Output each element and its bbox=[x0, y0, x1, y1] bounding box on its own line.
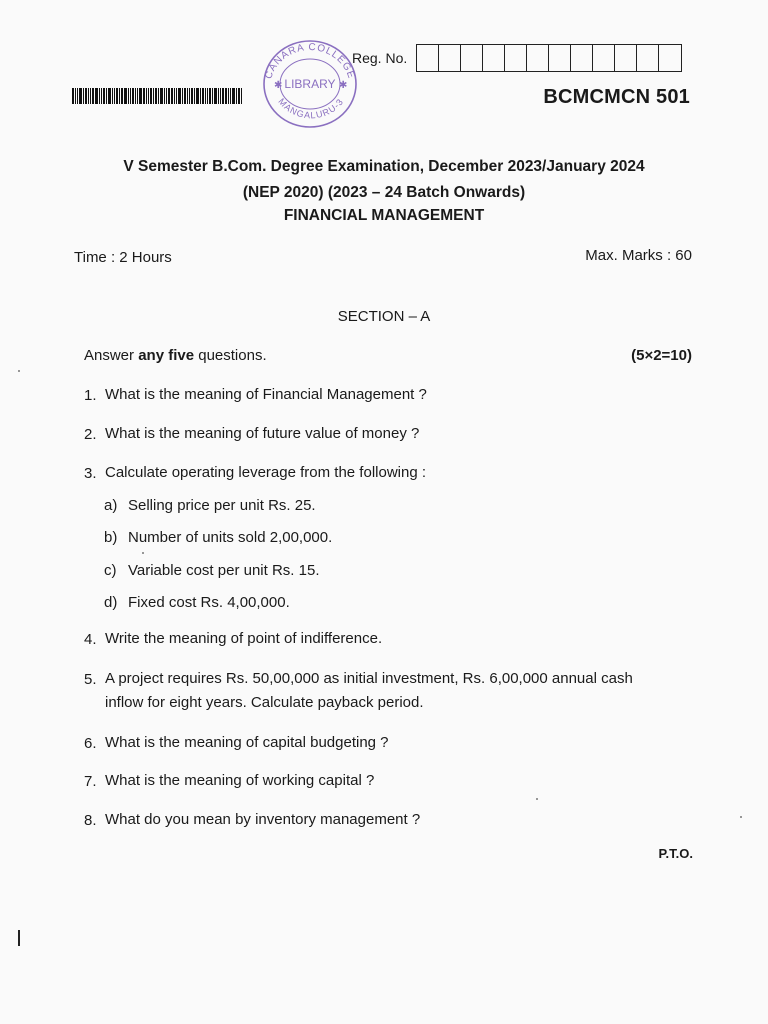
section-instruction bbox=[84, 347, 267, 364]
barcode-bar bbox=[182, 88, 183, 104]
barcode-bar bbox=[241, 88, 242, 104]
exam-time: Time : 2 Hours bbox=[74, 249, 172, 266]
instruction-text: Answer bbox=[84, 347, 139, 364]
question-text: What is the meaning of capital budgeting ? bbox=[105, 734, 389, 751]
max-marks: Max. Marks : 60 bbox=[585, 247, 692, 264]
question-text: Calculate operating leverage from the following : bbox=[105, 464, 427, 481]
barcode-bar bbox=[178, 88, 181, 104]
barcode-bar bbox=[146, 88, 147, 104]
barcode-bar bbox=[155, 88, 157, 104]
barcode-bar bbox=[85, 88, 87, 104]
instruction-emphasis: any five bbox=[138, 347, 195, 364]
barcode-bar bbox=[119, 88, 120, 104]
barcode-bar bbox=[209, 88, 211, 104]
sub-question-item bbox=[104, 562, 319, 579]
question-number: 4. bbox=[84, 631, 97, 648]
scan-speck bbox=[740, 816, 742, 818]
barcode-bar bbox=[176, 88, 177, 104]
barcode-bar bbox=[101, 88, 102, 104]
barcode-bar bbox=[148, 88, 149, 104]
stamp-top-text: CANARA COLLEGE bbox=[263, 41, 357, 81]
barcode-bar bbox=[225, 88, 227, 104]
barcode-bar bbox=[166, 88, 167, 104]
reg-no-box[interactable] bbox=[505, 45, 527, 71]
barcode-bar bbox=[218, 88, 219, 104]
sub-question-item bbox=[104, 594, 290, 611]
question-item bbox=[84, 387, 665, 407]
question-number: 2. bbox=[84, 426, 97, 443]
reg-no-boxes[interactable] bbox=[416, 44, 682, 72]
question-text: A project requires Rs. 50,00,000 as initial investment, Rs. 6,00,000 annual cash inflow for eight years. Calculate payback period. bbox=[105, 670, 633, 711]
barcode-bar bbox=[212, 88, 213, 104]
barcode-bar bbox=[191, 88, 193, 104]
stamp-bottom-text: MANGALURU-3 bbox=[276, 96, 346, 121]
barcode-bar bbox=[88, 88, 89, 104]
library-stamp bbox=[256, 38, 364, 130]
barcode-bar bbox=[130, 88, 131, 104]
reg-no-box[interactable] bbox=[659, 45, 681, 71]
reg-no-box[interactable] bbox=[461, 45, 483, 71]
sub-question-label: b) bbox=[104, 529, 118, 546]
barcode-bar bbox=[135, 88, 136, 104]
barcode-bar bbox=[164, 88, 165, 104]
question-item bbox=[84, 812, 665, 832]
barcode-bar bbox=[106, 88, 107, 104]
question-number: 8. bbox=[84, 812, 97, 829]
question-item bbox=[84, 631, 665, 651]
barcode-bar bbox=[143, 88, 145, 104]
barcode-bar bbox=[214, 88, 217, 104]
question-text: What do you mean by inventory management ? bbox=[105, 811, 421, 828]
instruction-text: questions. bbox=[194, 347, 267, 364]
barcode-bar bbox=[158, 88, 159, 104]
question-number: 3. bbox=[84, 465, 97, 482]
barcode-bar bbox=[92, 88, 94, 104]
barcode-bar bbox=[83, 88, 84, 104]
scan-speck bbox=[536, 798, 538, 800]
barcode-bar bbox=[174, 88, 175, 104]
question-item bbox=[84, 671, 665, 715]
scan-mark bbox=[18, 930, 20, 946]
barcode-bar bbox=[238, 88, 240, 104]
barcode-bar bbox=[132, 88, 134, 104]
barcode-bar bbox=[108, 88, 111, 104]
reg-no-box[interactable] bbox=[527, 45, 549, 71]
barcode-bar bbox=[230, 88, 231, 104]
sub-question-item bbox=[104, 529, 332, 546]
reg-no-label: Reg. No. bbox=[352, 50, 408, 66]
sub-question-text: Fixed cost Rs. 4,00,000. bbox=[128, 594, 290, 611]
question-text: What is the meaning of future value of money ? bbox=[105, 425, 420, 442]
barcode-bar bbox=[114, 88, 115, 104]
barcode-bar bbox=[150, 88, 152, 104]
barcode-bar bbox=[75, 88, 76, 104]
barcode-bar bbox=[202, 88, 204, 104]
barcode-bar bbox=[189, 88, 190, 104]
question-number: 1. bbox=[84, 387, 97, 404]
reg-no-box[interactable] bbox=[417, 45, 439, 71]
question-item bbox=[84, 465, 665, 485]
sub-question-text: Selling price per unit Rs. 25. bbox=[128, 497, 316, 514]
section-marks: (5×2=10) bbox=[631, 347, 692, 364]
barcode-bar bbox=[196, 88, 199, 104]
question-number: 7. bbox=[84, 773, 97, 790]
barcode-bar bbox=[95, 88, 98, 104]
reg-no-box[interactable] bbox=[571, 45, 593, 71]
barcode-bar bbox=[77, 88, 78, 104]
barcode-bar bbox=[171, 88, 173, 104]
question-number: 6. bbox=[84, 735, 97, 752]
stamp-star-icon: ✱ bbox=[339, 80, 348, 91]
exam-scheme: (NEP 2020) (2023 – 24 Batch Onwards) bbox=[242, 184, 526, 201]
question-text: What is the meaning of Financial Management ? bbox=[105, 386, 427, 403]
barcode-bar bbox=[79, 88, 82, 104]
barcode-bar bbox=[228, 88, 229, 104]
sub-question-label: a) bbox=[104, 497, 118, 514]
barcode-bar bbox=[222, 88, 224, 104]
barcode-bar bbox=[103, 88, 105, 104]
stamp-center-text: LIBRARY bbox=[284, 77, 336, 91]
reg-no-box[interactable] bbox=[637, 45, 659, 71]
scan-speck bbox=[142, 552, 144, 554]
paper-code: BCMCMCN 501 bbox=[543, 86, 690, 108]
svg-text:MANGALURU-3 bbox=[276, 96, 345, 120]
barcode-bar bbox=[200, 88, 201, 104]
barcode-bar bbox=[220, 88, 221, 104]
reg-no-box[interactable] bbox=[439, 45, 461, 71]
sub-question-label: d) bbox=[104, 594, 118, 611]
barcode-bar bbox=[232, 88, 235, 104]
sub-question-item bbox=[104, 497, 316, 514]
sub-question-text: Variable cost per unit Rs. 15. bbox=[128, 562, 320, 579]
question-text: Write the meaning of point of indifference. bbox=[105, 630, 383, 647]
subject-title: FINANCIAL MANAGEMENT bbox=[283, 207, 485, 224]
exam-title: V Semester B.Com. Degree Examination, December 2023/January 2024 bbox=[123, 158, 645, 175]
barcode-bar bbox=[124, 88, 127, 104]
svg-text:CANARA COLLEGE bbox=[263, 42, 356, 81]
reg-no-box[interactable] bbox=[593, 45, 615, 71]
barcode-bar bbox=[112, 88, 113, 104]
scan-speck bbox=[18, 370, 20, 372]
barcode-bar bbox=[137, 88, 138, 104]
barcode-bar bbox=[90, 88, 91, 104]
section-title: SECTION – A bbox=[337, 308, 431, 325]
barcode-bar bbox=[99, 88, 100, 104]
question-number: 5. bbox=[84, 671, 97, 688]
barcode-bar bbox=[205, 88, 206, 104]
stamp-star-icon: ✱ bbox=[274, 80, 283, 91]
pto-label: P.T.O. bbox=[658, 846, 693, 861]
question-item bbox=[84, 773, 665, 793]
barcode-bar bbox=[187, 88, 188, 104]
barcode-bar bbox=[153, 88, 154, 104]
question-item bbox=[84, 426, 665, 446]
barcode-bar bbox=[160, 88, 163, 104]
reg-no-box[interactable] bbox=[549, 45, 571, 71]
barcode-bar bbox=[72, 88, 74, 104]
barcode-bar bbox=[168, 88, 170, 104]
barcode-bar bbox=[207, 88, 208, 104]
barcode-bar bbox=[128, 88, 129, 104]
barcode-bar bbox=[139, 88, 142, 104]
question-text: What is the meaning of working capital ? bbox=[105, 772, 375, 789]
barcode-bar bbox=[194, 88, 195, 104]
barcode-bar bbox=[116, 88, 118, 104]
sub-question-label: c) bbox=[104, 562, 117, 579]
reg-no-box[interactable] bbox=[483, 45, 505, 71]
barcode-bar bbox=[184, 88, 186, 104]
barcode-bar bbox=[236, 88, 237, 104]
sub-question-text: Number of units sold 2,00,000. bbox=[128, 529, 333, 546]
reg-no-box[interactable] bbox=[615, 45, 637, 71]
question-item bbox=[84, 735, 665, 755]
barcode bbox=[72, 88, 244, 104]
barcode-bar bbox=[121, 88, 123, 104]
